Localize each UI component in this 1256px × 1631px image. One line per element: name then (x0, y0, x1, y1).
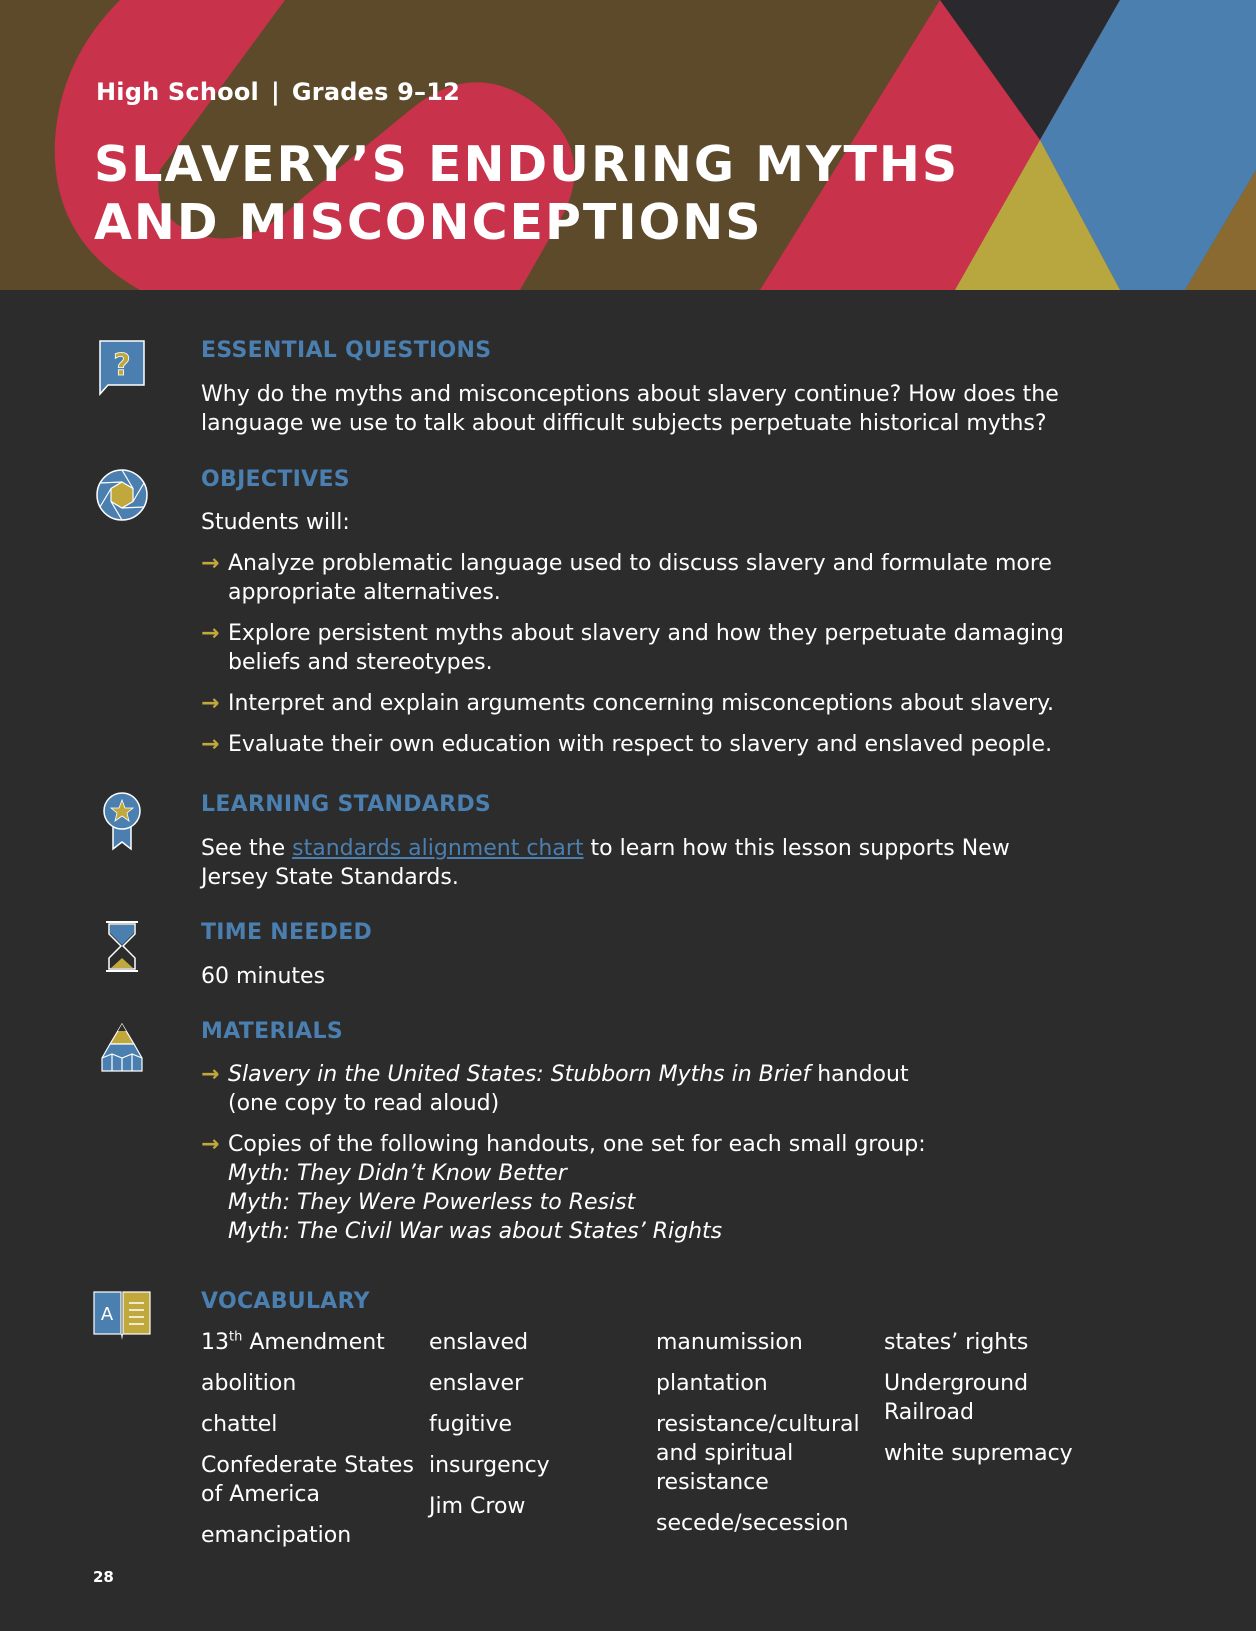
title-line-2: AND MISCONCEPTIONS (94, 194, 763, 251)
arrow-right-icon: → (201, 691, 220, 716)
arrow-right-icon: → (201, 732, 220, 757)
vocabulary-term: states’ rights (884, 1330, 1029, 1355)
page-title (94, 136, 959, 252)
page-number: 28 (93, 1568, 114, 1586)
grade-level-label (96, 78, 460, 106)
vocabulary-term: insurgency (429, 1453, 550, 1478)
vocabulary-column-4 (884, 1328, 1104, 1480)
vocabulary-term: abolition (201, 1371, 297, 1396)
handout-title: Myth: They Didn’t Know Better (228, 1161, 567, 1186)
hourglass-icon (92, 918, 152, 978)
time-needed-text: 60 minutes (201, 964, 326, 989)
grade-range: Grades 9–12 (291, 78, 461, 106)
handout-title: Slavery in the United States: Stubborn Myths in Brief (228, 1062, 811, 1087)
time-needed-heading: TIME NEEDED (201, 920, 373, 945)
materials-heading: MATERIALS (201, 1019, 343, 1044)
list-item: → Analyze problematic language used to discuss slavery and formulate more appropriate alternatives. (201, 551, 1052, 605)
objectives-heading: OBJECTIVES (201, 467, 350, 492)
arrow-right-icon: → (201, 621, 220, 646)
essential-questions-text: Why do the myths and misconceptions about slavery continue? How does the language we use to talk about difficult subjects perpetuate historical myths? (201, 382, 1059, 436)
materials-list (201, 1060, 1081, 1258)
title-line-1: SLAVERY’S ENDURING MYTHS (94, 136, 960, 193)
camera-aperture-icon (92, 465, 152, 525)
vocabulary-term: white supremacy (884, 1441, 1073, 1466)
arrow-right-icon: → (201, 1062, 220, 1087)
vocabulary-term: Confederate States of America (201, 1453, 414, 1507)
vocabulary-term: Underground Railroad (884, 1371, 1029, 1425)
question-speech-bubble-icon (92, 337, 152, 397)
essential-questions-heading: ESSENTIAL QUESTIONS (201, 338, 492, 363)
list-item: → Copies of the following handouts, one set for each small group: Myth: They Didn’t Know Better Myth: They Were Powerless to Resist Myth: The Civil War was about States’ Rights (201, 1132, 926, 1244)
school-level: High School (96, 78, 259, 106)
standards-alignment-chart-link[interactable]: standards alignment chart (292, 836, 584, 861)
vocabulary-term: 13th Amendment (201, 1329, 385, 1355)
vocabulary-heading: VOCABULARY (201, 1289, 370, 1314)
list-item: → Slavery in the United States: Stubborn Myths in Brief handout (one copy to read aloud) (201, 1062, 909, 1116)
open-book-icon (92, 1286, 152, 1346)
vocabulary-term: plantation (656, 1371, 768, 1396)
vocabulary-term: resistance/cultural and spiritual resistance (656, 1412, 860, 1495)
svg-text:A: A (100, 1304, 114, 1325)
arrow-right-icon: → (201, 1132, 220, 1157)
vocabulary-column-3 (656, 1328, 876, 1550)
svg-text:?: ? (113, 348, 131, 383)
learning-standards-heading: LEARNING STANDARDS (201, 792, 492, 817)
arrow-right-icon: → (201, 551, 220, 576)
vocabulary-term: manumission (656, 1330, 803, 1355)
handout-title: Myth: The Civil War was about States’ Rights (228, 1219, 723, 1244)
list-item: → Interpret and explain arguments concerning misconceptions about slavery. (201, 691, 1054, 716)
vocabulary-term: fugitive (429, 1412, 513, 1437)
list-item: → Evaluate their own education with respect to slavery and enslaved people. (201, 732, 1053, 757)
vocabulary-term: Jim Crow (429, 1494, 526, 1519)
vocabulary-term: emancipation (201, 1523, 352, 1548)
vocabulary-column-2 (429, 1328, 649, 1533)
vocabulary-column-1 (201, 1328, 421, 1562)
objectives-intro: Students will: (201, 510, 350, 535)
vocabulary-term: enslaver (429, 1371, 524, 1396)
pencil-icon (92, 1018, 152, 1078)
objectives-list (201, 549, 1081, 771)
vocabulary-term: chattel (201, 1412, 278, 1437)
vocabulary-term: secede/secession (656, 1511, 849, 1536)
learning-standards-text: See the standards alignment chart to learn how this lesson supports New Jersey State Standards. (201, 836, 1010, 890)
grade-separator: | (270, 78, 280, 106)
vocabulary-term: enslaved (429, 1330, 529, 1355)
handout-title: Myth: They Were Powerless to Resist (228, 1190, 636, 1215)
header-banner (0, 0, 1256, 290)
list-item: → Explore persistent myths about slavery and how they perpetuate damaging beliefs and stereotypes. (201, 621, 1064, 675)
award-ribbon-icon (92, 791, 152, 851)
